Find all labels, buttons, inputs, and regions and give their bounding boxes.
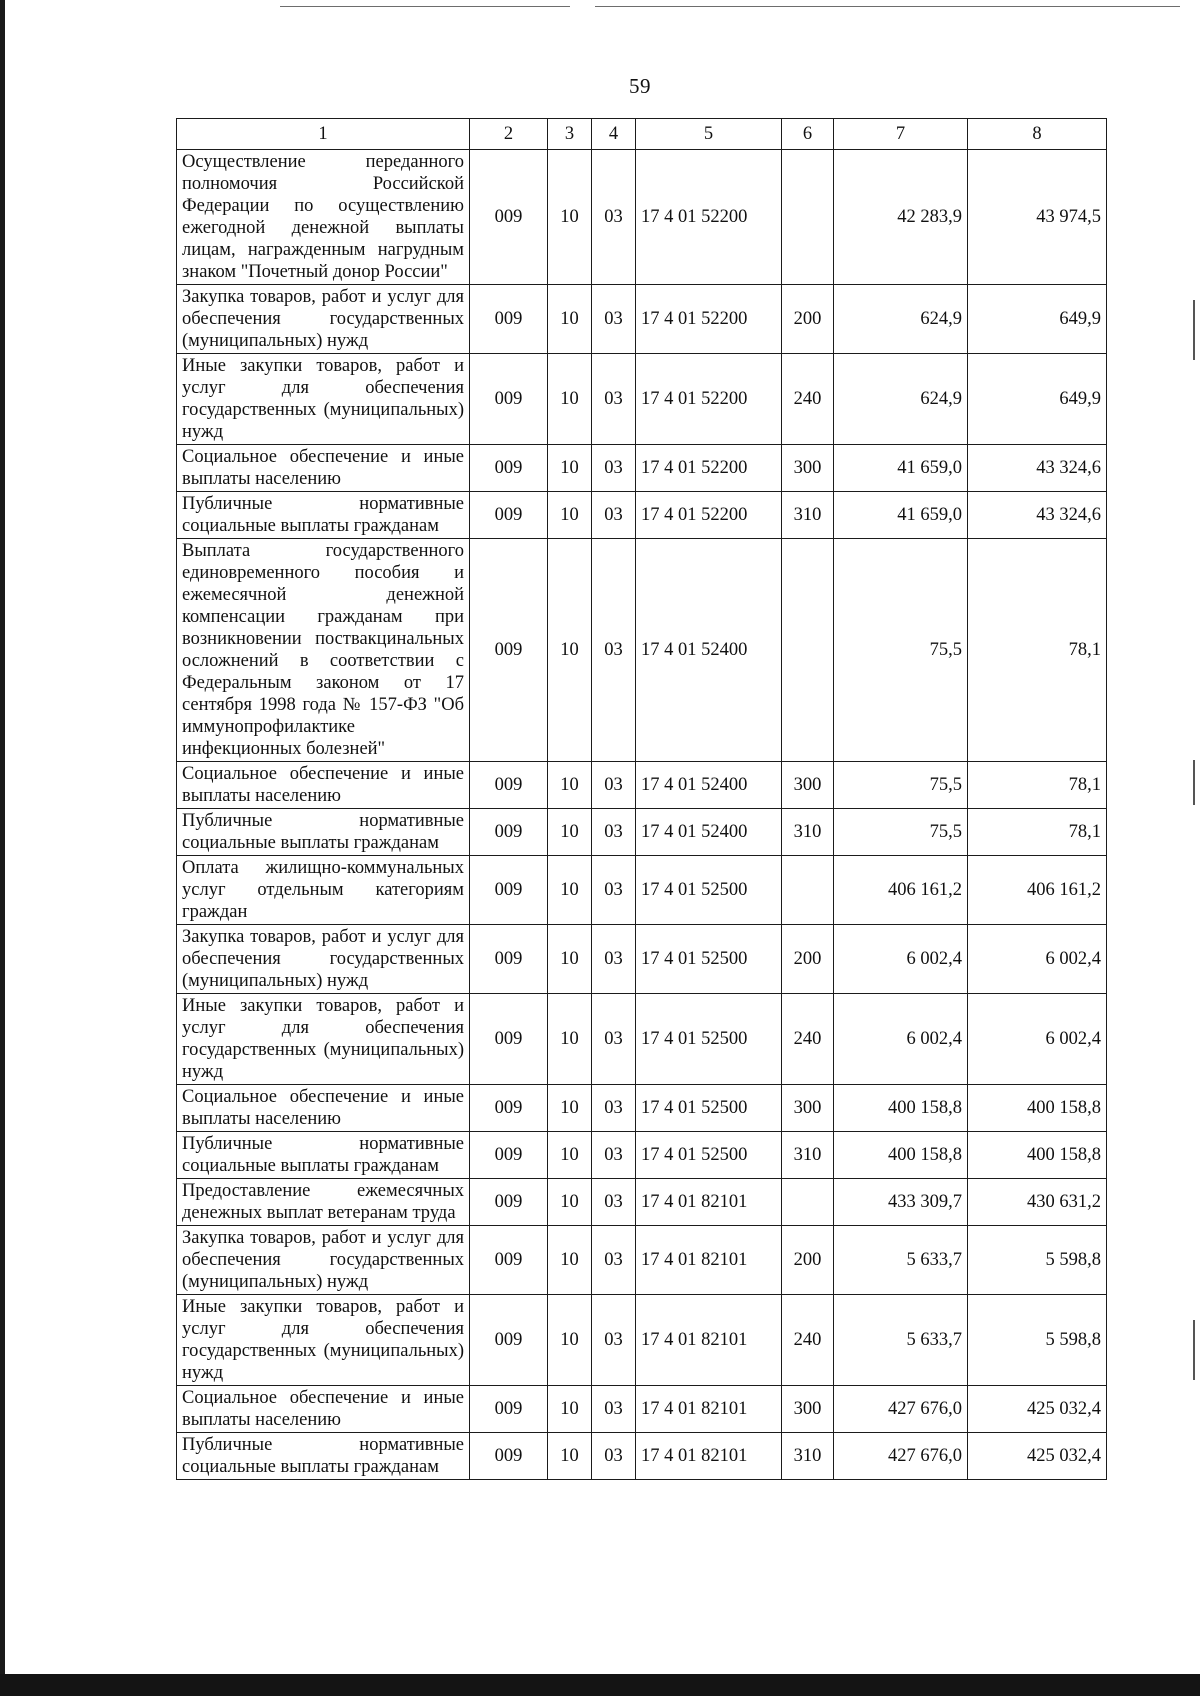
table-row xyxy=(177,445,1107,492)
section-code: 10 xyxy=(548,856,592,925)
expense-type-code: 310 xyxy=(782,1132,834,1179)
header-row xyxy=(177,119,1107,150)
target-article-code: 17 4 01 52500 xyxy=(636,1132,782,1179)
admin-code: 009 xyxy=(470,492,548,539)
section-code: 10 xyxy=(548,492,592,539)
scan-artifact-mark xyxy=(1193,300,1195,360)
target-article-code: 17 4 01 82101 xyxy=(636,1295,782,1386)
amount-col8: 649,9 xyxy=(968,354,1107,445)
table-row xyxy=(177,809,1107,856)
expense-type-code: 240 xyxy=(782,994,834,1085)
expense-type-code xyxy=(782,1179,834,1226)
section-code: 10 xyxy=(548,809,592,856)
subsection-code: 03 xyxy=(592,150,636,285)
target-article-code: 17 4 01 82101 xyxy=(636,1226,782,1295)
amount-col8: 78,1 xyxy=(968,539,1107,762)
scan-artifact-line xyxy=(595,6,1180,7)
table-row xyxy=(177,994,1107,1085)
scan-artifact-mark xyxy=(1193,760,1195,805)
row-description: Иные закупки товаров, работ и услуг для обеспечения государственных (муниципальных) нужд xyxy=(177,1295,470,1386)
row-description: Публичные нормативные социальные выплаты гражданам xyxy=(177,1433,470,1480)
section-code: 10 xyxy=(548,1132,592,1179)
expense-type-code: 240 xyxy=(782,1295,834,1386)
target-article-code: 17 4 01 82101 xyxy=(636,1433,782,1480)
subsection-code: 03 xyxy=(592,809,636,856)
target-article-code: 17 4 01 52400 xyxy=(636,762,782,809)
expense-type-code: 300 xyxy=(782,445,834,492)
table-row xyxy=(177,1433,1107,1480)
column-header: 4 xyxy=(592,119,636,150)
table-row xyxy=(177,1295,1107,1386)
admin-code: 009 xyxy=(470,285,548,354)
amount-col7: 41 659,0 xyxy=(834,445,968,492)
table-row xyxy=(177,925,1107,994)
target-article-code: 17 4 01 52200 xyxy=(636,354,782,445)
section-code: 10 xyxy=(548,150,592,285)
amount-col7: 400 158,8 xyxy=(834,1132,968,1179)
row-description: Публичные нормативные социальные выплаты гражданам xyxy=(177,809,470,856)
page-number: 59 xyxy=(629,74,651,98)
amount-col8: 5 598,8 xyxy=(968,1295,1107,1386)
admin-code: 009 xyxy=(470,1085,548,1132)
amount-col7: 75,5 xyxy=(834,762,968,809)
expense-type-code: 240 xyxy=(782,354,834,445)
row-description: Социальное обеспечение и иные выплаты населению xyxy=(177,1085,470,1132)
section-code: 10 xyxy=(548,1179,592,1226)
amount-col8: 430 631,2 xyxy=(968,1179,1107,1226)
amount-col7: 400 158,8 xyxy=(834,1085,968,1132)
amount-col7: 406 161,2 xyxy=(834,856,968,925)
column-header: 2 xyxy=(470,119,548,150)
amount-col7: 427 676,0 xyxy=(834,1433,968,1480)
column-header: 8 xyxy=(968,119,1107,150)
row-description: Публичные нормативные социальные выплаты гражданам xyxy=(177,1132,470,1179)
subsection-code: 03 xyxy=(592,1433,636,1480)
target-article-code: 17 4 01 52200 xyxy=(636,150,782,285)
admin-code: 009 xyxy=(470,150,548,285)
target-article-code: 17 4 01 82101 xyxy=(636,1386,782,1433)
amount-col7: 624,9 xyxy=(834,285,968,354)
amount-col8: 5 598,8 xyxy=(968,1226,1107,1295)
subsection-code: 03 xyxy=(592,856,636,925)
expense-type-code: 200 xyxy=(782,1226,834,1295)
scan-artifact-line xyxy=(280,6,570,7)
amount-col7: 75,5 xyxy=(834,809,968,856)
section-code: 10 xyxy=(548,1226,592,1295)
section-code: 10 xyxy=(548,1433,592,1480)
table-row xyxy=(177,856,1107,925)
row-description: Предоставление ежемесячных денежных выплат ветеранам труда xyxy=(177,1179,470,1226)
subsection-code: 03 xyxy=(592,925,636,994)
column-header: 1 xyxy=(177,119,470,150)
column-header: 6 xyxy=(782,119,834,150)
amount-col8: 400 158,8 xyxy=(968,1085,1107,1132)
amount-col7: 6 002,4 xyxy=(834,925,968,994)
table-row xyxy=(177,492,1107,539)
row-description: Публичные нормативные социальные выплаты гражданам xyxy=(177,492,470,539)
expense-type-code: 310 xyxy=(782,492,834,539)
section-code: 10 xyxy=(548,285,592,354)
amount-col7: 433 309,7 xyxy=(834,1179,968,1226)
admin-code: 009 xyxy=(470,994,548,1085)
admin-code: 009 xyxy=(470,539,548,762)
row-description: Социальное обеспечение и иные выплаты населению xyxy=(177,762,470,809)
section-code: 10 xyxy=(548,1295,592,1386)
amount-col7: 624,9 xyxy=(834,354,968,445)
amount-col8: 6 002,4 xyxy=(968,994,1107,1085)
section-code: 10 xyxy=(548,762,592,809)
subsection-code: 03 xyxy=(592,1132,636,1179)
admin-code: 009 xyxy=(470,925,548,994)
amount-col7: 5 633,7 xyxy=(834,1295,968,1386)
admin-code: 009 xyxy=(470,809,548,856)
amount-col7: 42 283,9 xyxy=(834,150,968,285)
section-code: 10 xyxy=(548,539,592,762)
amount-col8: 78,1 xyxy=(968,762,1107,809)
amount-col8: 43 324,6 xyxy=(968,445,1107,492)
admin-code: 009 xyxy=(470,354,548,445)
expense-type-code: 310 xyxy=(782,809,834,856)
amount-col8: 425 032,4 xyxy=(968,1433,1107,1480)
scan-artifact-mark xyxy=(1193,1320,1195,1380)
subsection-code: 03 xyxy=(592,1295,636,1386)
amount-col7: 41 659,0 xyxy=(834,492,968,539)
target-article-code: 17 4 01 52500 xyxy=(636,1085,782,1132)
section-code: 10 xyxy=(548,445,592,492)
row-description: Закупка товаров, работ и услуг для обеспечения государственных (муниципальных) нужд xyxy=(177,925,470,994)
amount-col8: 649,9 xyxy=(968,285,1107,354)
admin-code: 009 xyxy=(470,856,548,925)
amount-col8: 400 158,8 xyxy=(968,1132,1107,1179)
admin-code: 009 xyxy=(470,1433,548,1480)
expense-type-code xyxy=(782,856,834,925)
amount-col8: 406 161,2 xyxy=(968,856,1107,925)
target-article-code: 17 4 01 52200 xyxy=(636,445,782,492)
table-row xyxy=(177,285,1107,354)
expense-type-code: 310 xyxy=(782,1433,834,1480)
expense-type-code: 200 xyxy=(782,925,834,994)
expense-type-code xyxy=(782,539,834,762)
row-description: Иные закупки товаров, работ и услуг для обеспечения государственных (муниципальных) нужд xyxy=(177,994,470,1085)
scan-edge-left xyxy=(0,0,5,1696)
admin-code: 009 xyxy=(470,762,548,809)
subsection-code: 03 xyxy=(592,285,636,354)
target-article-code: 17 4 01 52400 xyxy=(636,539,782,762)
row-description: Социальное обеспечение и иные выплаты населению xyxy=(177,445,470,492)
admin-code: 009 xyxy=(470,1386,548,1433)
subsection-code: 03 xyxy=(592,354,636,445)
subsection-code: 03 xyxy=(592,1386,636,1433)
row-description: Выплата государственного единовременного пособия и ежемесячной денежной компенсации гражданам при возникновении поствакцинальных осложнений в соответствии с Федеральным законом от 17 сентября 1998 года № 157-ФЗ "Об иммунопрофилактике инфекционных болезней" xyxy=(177,539,470,762)
expense-type-code: 200 xyxy=(782,285,834,354)
expense-type-code: 300 xyxy=(782,1386,834,1433)
subsection-code: 03 xyxy=(592,994,636,1085)
subsection-code: 03 xyxy=(592,1085,636,1132)
subsection-code: 03 xyxy=(592,1226,636,1295)
target-article-code: 17 4 01 52400 xyxy=(636,809,782,856)
admin-code: 009 xyxy=(470,1179,548,1226)
admin-code: 009 xyxy=(470,445,548,492)
scan-edge-bottom xyxy=(0,1674,1200,1696)
expense-type-code: 300 xyxy=(782,762,834,809)
amount-col7: 427 676,0 xyxy=(834,1386,968,1433)
row-description: Оплата жилищно-коммунальных услуг отдельным категориям граждан xyxy=(177,856,470,925)
admin-code: 009 xyxy=(470,1226,548,1295)
target-article-code: 17 4 01 52500 xyxy=(636,925,782,994)
budget-table xyxy=(176,118,1107,1480)
section-code: 10 xyxy=(548,925,592,994)
row-description: Закупка товаров, работ и услуг для обеспечения государственных (муниципальных) нужд xyxy=(177,285,470,354)
amount-col7: 75,5 xyxy=(834,539,968,762)
section-code: 10 xyxy=(548,354,592,445)
table-row xyxy=(177,1386,1107,1433)
expense-type-code xyxy=(782,150,834,285)
target-article-code: 17 4 01 52200 xyxy=(636,285,782,354)
admin-code: 009 xyxy=(470,1132,548,1179)
row-description: Закупка товаров, работ и услуг для обеспечения государственных (муниципальных) нужд xyxy=(177,1226,470,1295)
target-article-code: 17 4 01 52500 xyxy=(636,994,782,1085)
table-row xyxy=(177,1226,1107,1295)
row-description: Иные закупки товаров, работ и услуг для обеспечения государственных (муниципальных) нужд xyxy=(177,354,470,445)
section-code: 10 xyxy=(548,1085,592,1132)
table-row xyxy=(177,1085,1107,1132)
table-row xyxy=(177,1132,1107,1179)
column-header: 5 xyxy=(636,119,782,150)
table-row xyxy=(177,150,1107,285)
amount-col8: 425 032,4 xyxy=(968,1386,1107,1433)
row-description: Социальное обеспечение и иные выплаты населению xyxy=(177,1386,470,1433)
amount-col8: 6 002,4 xyxy=(968,925,1107,994)
subsection-code: 03 xyxy=(592,1179,636,1226)
row-description: Осуществление переданного полномочия Российской Федерации по осуществлению ежегодной денежной выплаты лицам, награжденным нагрудным знаком "Почетный донор России" xyxy=(177,150,470,285)
amount-col8: 78,1 xyxy=(968,809,1107,856)
table-row xyxy=(177,354,1107,445)
expense-type-code: 300 xyxy=(782,1085,834,1132)
column-header: 7 xyxy=(834,119,968,150)
amount-col8: 43 974,5 xyxy=(968,150,1107,285)
admin-code: 009 xyxy=(470,1295,548,1386)
subsection-code: 03 xyxy=(592,492,636,539)
subsection-code: 03 xyxy=(592,539,636,762)
target-article-code: 17 4 01 82101 xyxy=(636,1179,782,1226)
target-article-code: 17 4 01 52500 xyxy=(636,856,782,925)
subsection-code: 03 xyxy=(592,445,636,492)
target-article-code: 17 4 01 52200 xyxy=(636,492,782,539)
table-row xyxy=(177,539,1107,762)
amount-col8: 43 324,6 xyxy=(968,492,1107,539)
table-row xyxy=(177,1179,1107,1226)
amount-col7: 6 002,4 xyxy=(834,994,968,1085)
amount-col7: 5 633,7 xyxy=(834,1226,968,1295)
column-header: 3 xyxy=(548,119,592,150)
table-row xyxy=(177,762,1107,809)
section-code: 10 xyxy=(548,1386,592,1433)
subsection-code: 03 xyxy=(592,762,636,809)
section-code: 10 xyxy=(548,994,592,1085)
